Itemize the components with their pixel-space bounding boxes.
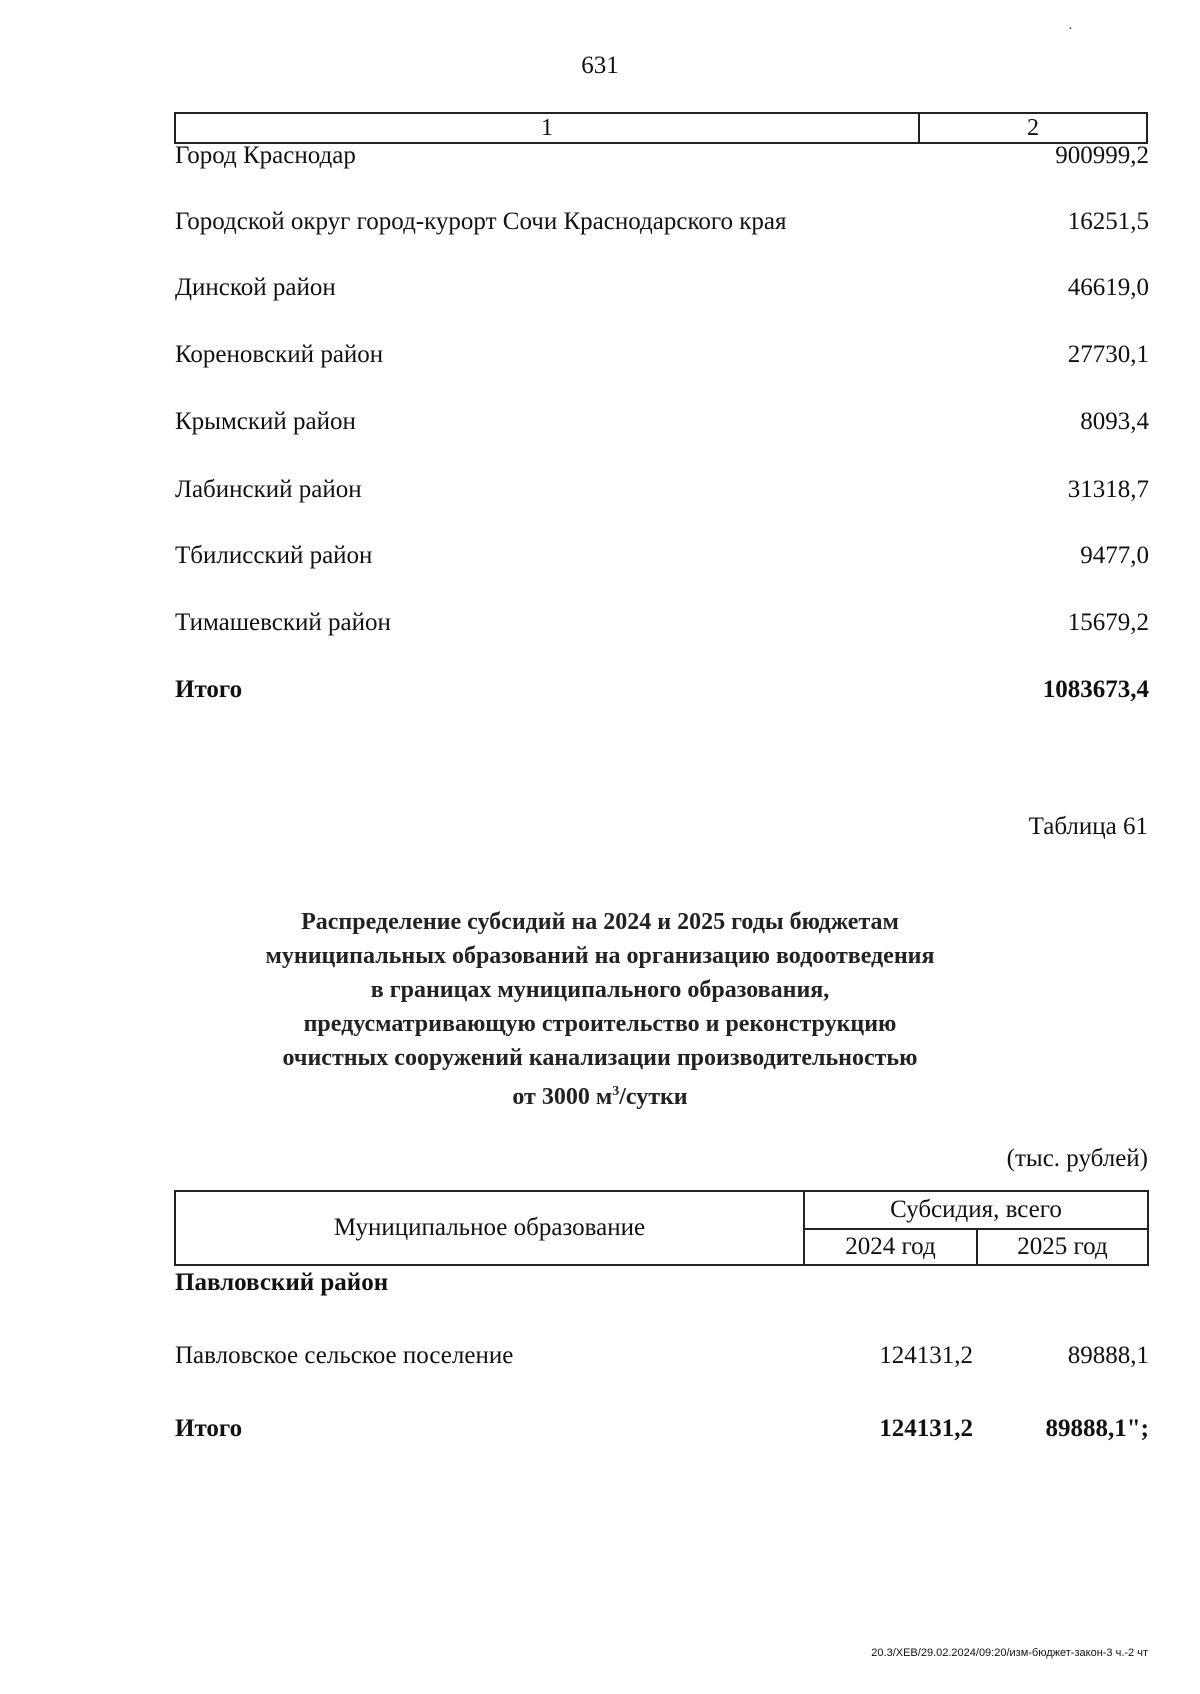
row-name: Тбилисский район bbox=[175, 542, 373, 569]
title-line: предусматривающую строительство и реконструкцию bbox=[303, 1011, 897, 1037]
table1-row bbox=[175, 339, 1149, 371]
row-name: Павловское сельское поселение bbox=[175, 1342, 514, 1369]
title-line: в границах муниципального образования, bbox=[370, 977, 830, 1003]
row-name: Динской район bbox=[175, 274, 336, 301]
row-name: Тимашевский район bbox=[175, 609, 391, 636]
total-value: 1083673,4 bbox=[1042, 676, 1149, 703]
total-label: Итого bbox=[175, 676, 243, 703]
header-subsidy-total: Субсидия, всего bbox=[805, 1192, 1147, 1230]
row-value: 27730,1 bbox=[1067, 341, 1149, 368]
table-number: Таблица 61 bbox=[1028, 813, 1148, 840]
title-line bbox=[0, 1075, 1200, 1114]
table1-row bbox=[175, 540, 1149, 572]
total-label: Итого bbox=[175, 1415, 243, 1442]
total-value-2024: 124131,2 bbox=[879, 1415, 973, 1442]
footer-document-code: 20.3/ХЕВ/29.02.2024/09:20/изм-бюджет-закон-3 ч.-2 чт bbox=[871, 1647, 1148, 1659]
table2-total-row bbox=[175, 1412, 1149, 1446]
row-name: Кореновский район bbox=[175, 341, 384, 368]
table1-total-row bbox=[175, 674, 1149, 706]
title-superscript: 3 bbox=[612, 1084, 620, 1099]
title-line: Распределение субсидий на 2024 и 2025 годы бюджетам bbox=[301, 909, 899, 935]
row-value: 46619,0 bbox=[1067, 274, 1149, 301]
scan-dot: · bbox=[1068, 22, 1073, 37]
title-line: очистных сооружений канализации производительностью bbox=[282, 1045, 918, 1071]
table1-row bbox=[175, 607, 1149, 639]
header-municipality: Муниципальное образование bbox=[176, 1192, 805, 1264]
title-line: муниципальных образований на организацию водоотведения bbox=[265, 943, 935, 969]
row-value: 8093,4 bbox=[1080, 408, 1149, 435]
row-value: 15679,2 bbox=[1067, 609, 1149, 636]
table2-header bbox=[174, 1190, 1149, 1266]
table1-header-col1: 1 bbox=[176, 114, 920, 142]
header-year-2024: 2024 год bbox=[805, 1230, 978, 1264]
group-heading bbox=[175, 1266, 1149, 1300]
row-value: 900999,2 bbox=[1055, 142, 1149, 169]
row-value-2024: 124131,2 bbox=[879, 1342, 973, 1369]
row-name: Крымский район bbox=[175, 408, 356, 435]
table1-row bbox=[175, 474, 1149, 506]
table1-row bbox=[175, 140, 1149, 172]
group-heading-label: Павловский район bbox=[175, 1269, 389, 1296]
title-last-prefix: от 3000 м bbox=[512, 1084, 613, 1110]
table1-row bbox=[175, 272, 1149, 304]
table2-row bbox=[175, 1339, 1149, 1373]
title-last-suffix: /сутки bbox=[619, 1084, 688, 1110]
row-name: Лабинский район bbox=[175, 476, 362, 503]
units-label: (тыс. рублей) bbox=[1006, 1145, 1148, 1172]
page-number: 631 bbox=[581, 52, 619, 79]
table-title bbox=[0, 905, 1200, 1114]
row-name: Городской округ город-курорт Сочи Краснодарского края bbox=[175, 208, 787, 235]
row-value: 9477,0 bbox=[1080, 542, 1149, 569]
row-value: 16251,5 bbox=[1067, 208, 1149, 235]
table1-header-col2: 2 bbox=[1027, 115, 1039, 141]
table1-row bbox=[175, 206, 1149, 238]
row-name: Город Краснодар bbox=[175, 142, 356, 169]
row-value-2025: 89888,1 bbox=[1067, 1342, 1149, 1369]
total-value-2025: 89888,1"; bbox=[1045, 1415, 1149, 1442]
table1-row bbox=[175, 406, 1149, 438]
row-value: 31318,7 bbox=[1067, 476, 1149, 503]
header-year-2025: 2025 год bbox=[1017, 1233, 1108, 1260]
